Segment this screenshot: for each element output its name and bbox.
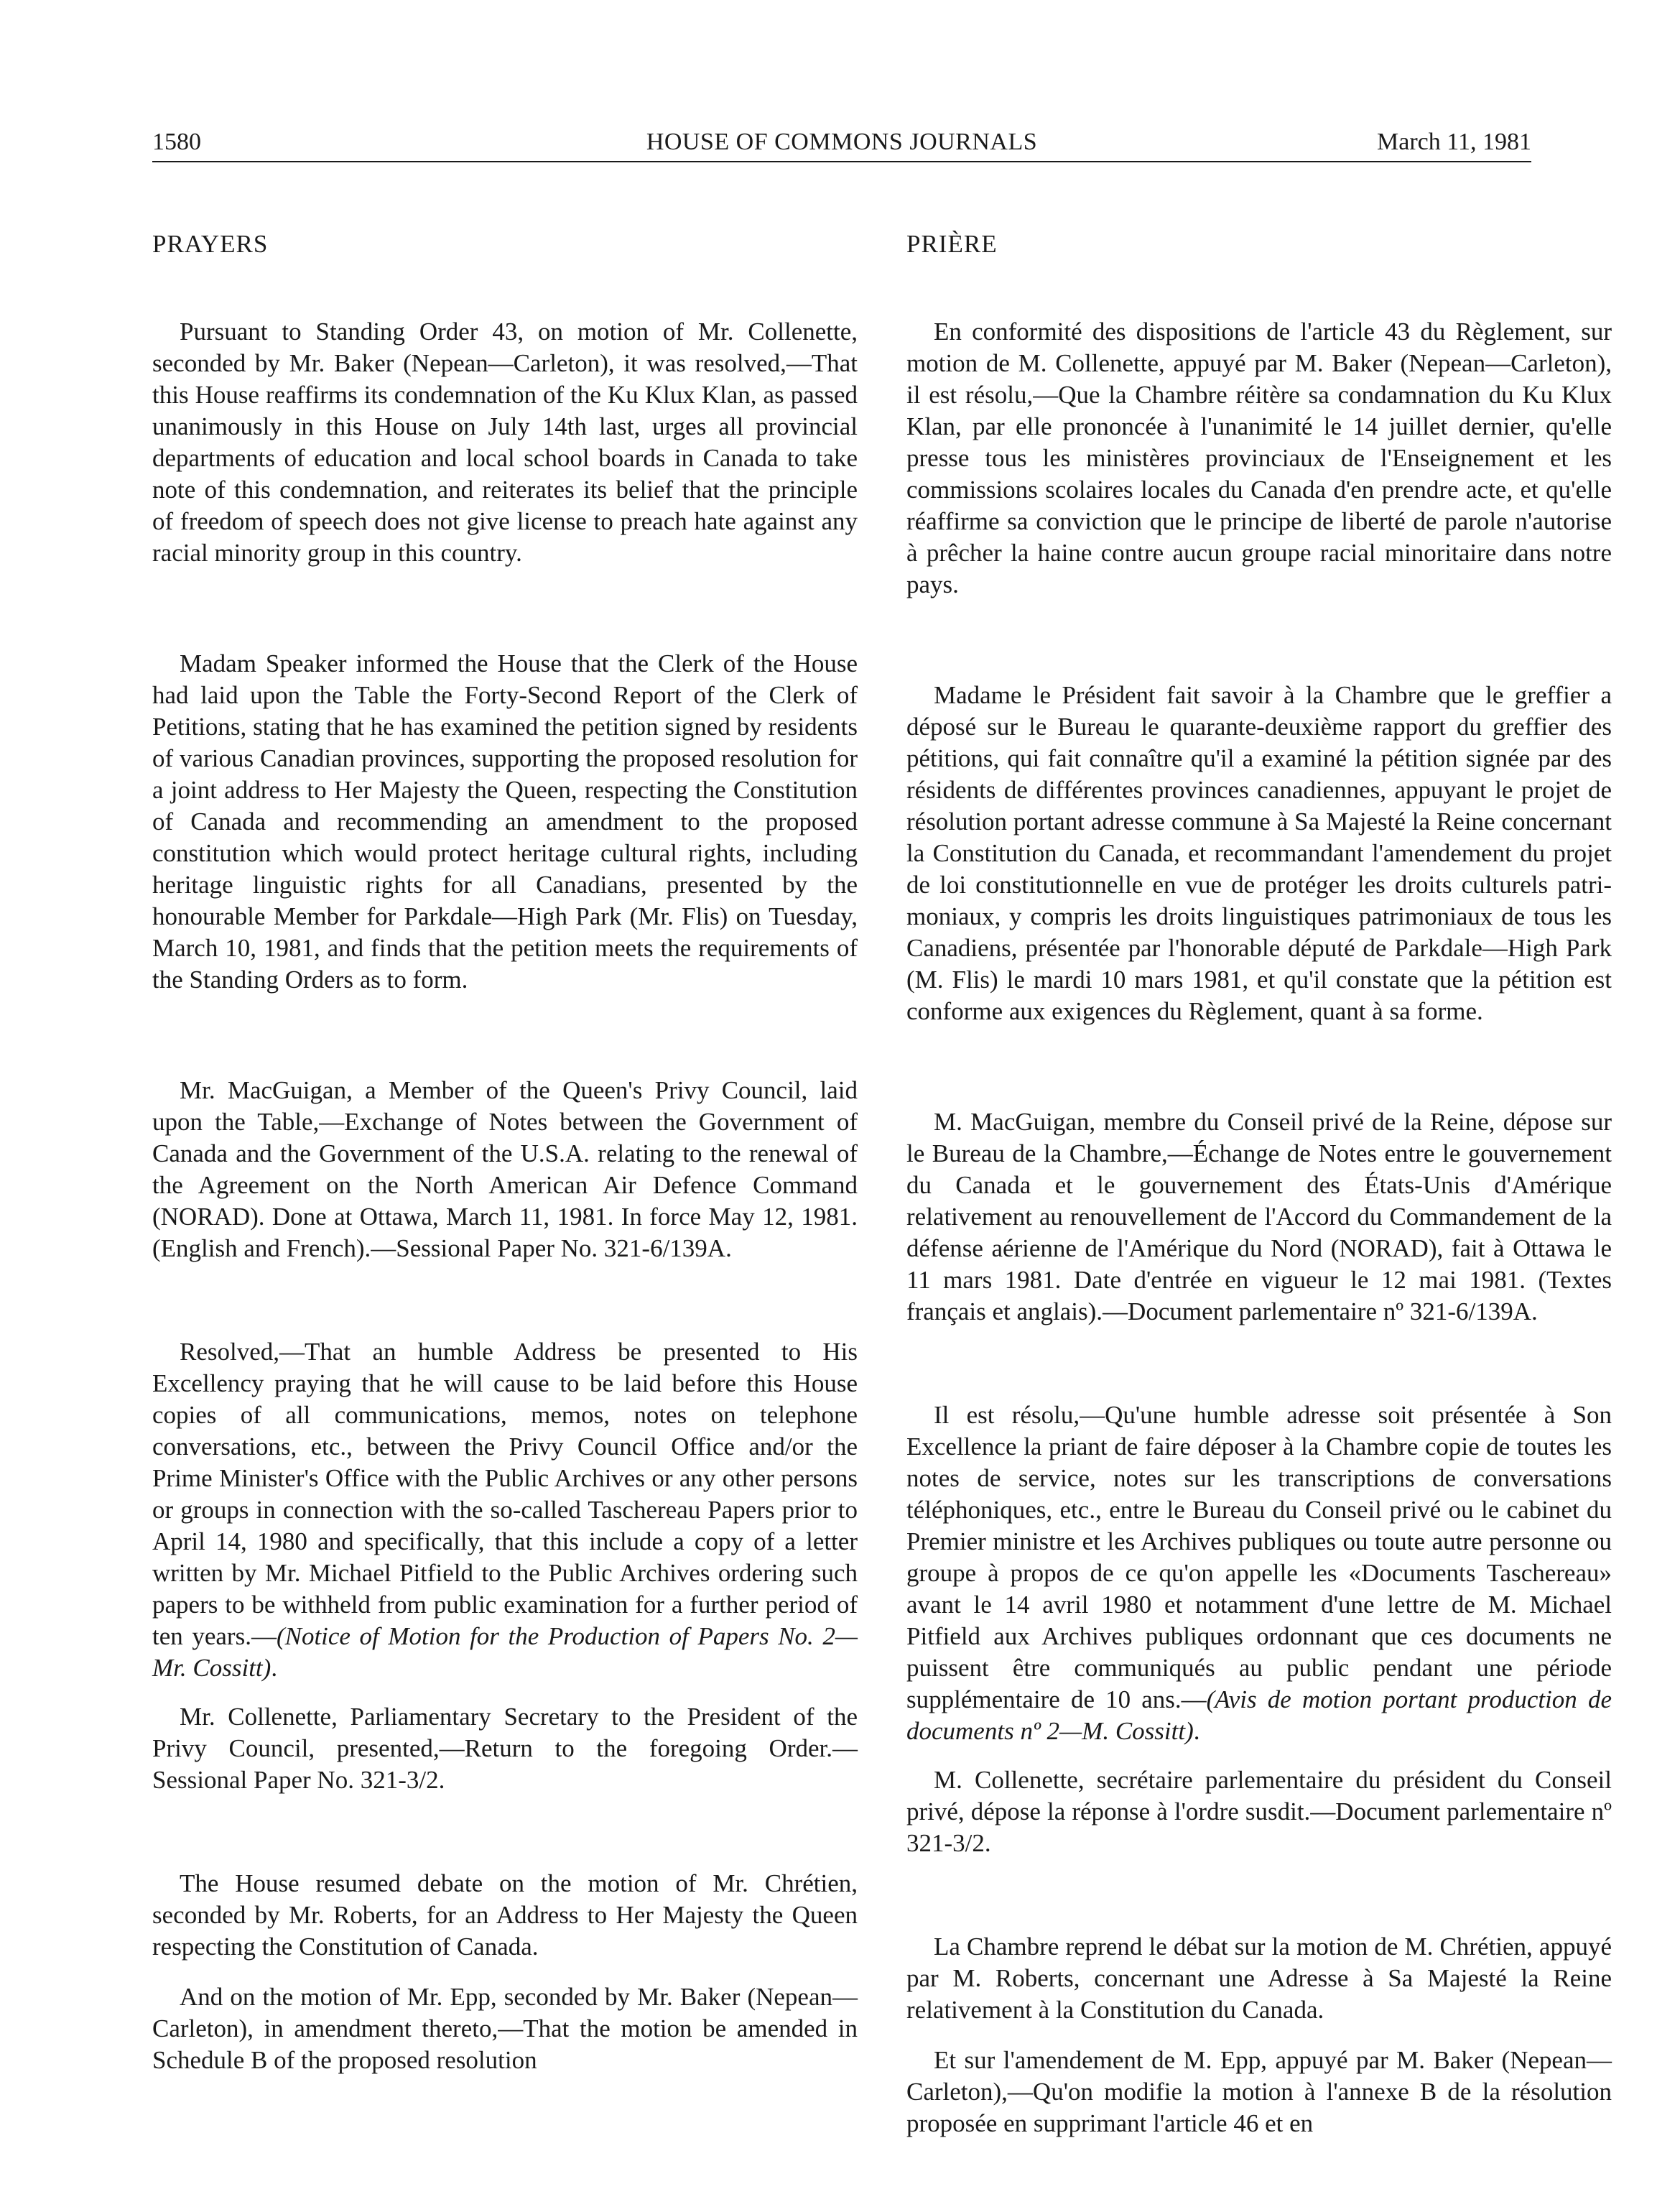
- english-para-debate: The House resumed debate on the motion of Mr. Chrétien, seconded by Mr. Roberts, for an Address to Her Majesty the Queen respecting the Constitution of Canada.: [152, 1869, 858, 1961]
- french-column: [906, 224, 1612, 2139]
- english-para-return: Mr. Collenette, Parliamentary Secretary to the President of the Privy Council, presented,—Return to the foregoing Order.—Sessional Paper No. 321-3/2.: [152, 1703, 858, 1794]
- running-head: [152, 124, 1531, 161]
- journal-date: March 11, 1981: [1377, 129, 1531, 155]
- english-resolved-end: .: [271, 1654, 278, 1682]
- french-para-petition-report: Madame le Président fait savoir à la Chambre que le greffier a déposé sur le Bureau le quarante-deuxième rapport du greffier des pétitions, qui fait connaître qu'il a examiné la pétition signée par des résidents de différentes provinces canadiennes, appuyant le projet de résolution portant adresse commune à Sa Majesté la Reine concernant la Constitution du Canada, et recommandant l'amendement du projet de loi constitutionnelle en vue de protéger les droits culturels patrimoniaux, y compris les droits linguistiques patrimoniaux de tous les Canadiens, présentée par l'honorable député de Parkdale—High Park (M. Flis) le mardi 10 mars 1981, et qu'il constate que la pétition est conforme aux exigences du Règlement, quant à sa forme.: [906, 681, 1612, 1025]
- french-para-standing-order: En conformité des dispositions de l'article 43 du Règlement, sur motion de M. Collenette, appuyé par M. Baker (Nepean—Carleton), il est résolu,—Que la Chambre réitère sa condamnation du Ku Klux Klan, par elle prononcée à l'unanimité le 14 juillet dernier, qu'elle presse tous les ministères provinciaux de l'Enseignement et les commissions scolaires locales du Canada d'en prendre acte, et qu'elle réaffirme sa conviction que le principe de liberté de parole n'autorise à prêcher la haine contre aucun groupe racial minoritaire dans notre pays.: [906, 318, 1612, 598]
- french-heading: PRIÈRE: [906, 230, 998, 258]
- english-para-norad-notes: Mr. MacGuigan, a Member of the Queen's Privy Council, laid upon the Table,—Exchange of Notes between the Government of Canada and the Government of the U.S.A. relating to the renewal of the Agreement on the North American Air Defence Command (NORAD). Done at Ottawa, March 11, 1981. In force May 12, 1981. (English and French).—Sessional Paper No. 321-6/139A.: [152, 1076, 858, 1262]
- header-rule: [152, 161, 1531, 162]
- english-column: [152, 224, 858, 2076]
- french-para-norad-notes: M. MacGuigan, membre du Conseil privé de la Reine, dépose sur le Bureau de la Chambre,—Échange de Notes entre le gouvernement du Canada et le gouvernement des États-Unis d'Amérique relativement au renouvellement de l'Accord du Commandement de la défense aérienne de l'Amérique du Nord (NORAD), fait à Ottawa le 11 mars 1981. Date d'entrée en vigueur le 12 mai 1981. (Textes français et anglais).—Document parlementaire nº 321-6/139A.: [906, 1108, 1612, 1325]
- english-para-amendment: And on the motion of Mr. Epp, seconded by Mr. Baker (Nepean—Carleton), in amendment thereto,—That the motion be amended in Schedule B of the proposed resolution: [152, 1983, 858, 2074]
- english-para-resolved-address: [152, 1336, 858, 1684]
- french-resolved-end: .: [1193, 1717, 1200, 1745]
- french-para-amendment: Et sur l'amendement de M. Epp, appuyé par M. Baker (Nepean—Carleton),—Qu'on modifie la motion à l'annexe B de la résolution proposée en supprimant l'article 46 et en: [906, 2046, 1612, 2137]
- french-para-resolved-address: [906, 1399, 1612, 1747]
- english-resolved-notice: (Notice of Motion for the Production of Papers No. 2—Mr. Cossitt): [152, 1622, 858, 1682]
- french-resolved-notice: (Avis de motion portant production de documents nº 2—M. Cossitt): [906, 1685, 1612, 1745]
- french-resolved-text: Il est résolu,—Qu'une humble adresse soit présentée à Son Excellence la priant de faire déposer à la Chambre copie de toutes les notes de service, notes sur les transcriptions de conversations téléphoniques, etc., entre le Bureau du Conseil privé ou le cabinet du Premier ministre et les Archives publiques ou toute autre personne ou groupe à propos de ce qu'on appelle les «Documents Taschereau» avant le 14 avril 1980 et notamment d'une lettre de M. Michael Pitfield aux Archives publiques ordonnant que ces documents ne puissent être communiqués au public pendant une période supplémentaire de 10 ans.—: [906, 1401, 1612, 1713]
- english-para-standing-order: Pursuant to Standing Order 43, on motion of Mr. Collenette, seconded by Mr. Baker (Nepean—Carleton), it was resolved,—That this House reaffirms its condemnation of the Ku Klux Klan, as passed unanimously in this House on July 14th last, urges all provincial departments of education and local school boards in Canada to take note of this condemnation, and reiterates its belief that the principle of freedom of speech does not give license to preach hate against any racial minority group in this country.: [152, 318, 858, 567]
- french-para-return: M. Collenette, secrétaire parlementaire du président du Conseil privé, dépose la réponse à l'ordre susdit.—Document parlementaire nº 321-3/2.: [906, 1766, 1612, 1857]
- english-heading: PRAYERS: [152, 230, 269, 258]
- journal-title: HOUSE OF COMMONS JOURNALS: [646, 129, 1038, 155]
- english-resolved-text: Resolved,—That an humble Address be presented to His Excellency praying that he will cause to be laid before this House copies of all communications, memos, notes on telephone conversations, etc., between the Privy Council Office and/or the Prime Minister's Office with the Public Archives or any other persons or groups in connection with the so-called Taschereau Papers prior to April 14, 1980 and specifically, that this include a copy of a letter written by Mr. Michael Pitfield to the Public Archives ordering such papers to be withheld from public examination for a further period of ten years.—: [152, 1338, 858, 1650]
- french-para-debate: La Chambre reprend le débat sur la motion de M. Chrétien, appuyé par M. Roberts, concernant une Adresse à Sa Majesté la Reine relativement à la Constitution du Canada.: [906, 1933, 1612, 2024]
- english-para-petition-report: Madam Speaker informed the House that the Clerk of the House had laid upon the Table the Forty-Second Report of the Clerk of Petitions, stating that he has examined the petition signed by residents of various Canadian provinces, supporting the proposed resolution for a joint address to Her Majesty the Queen, respecting the Constitution of Canada and recommending an amendment to the proposed constitution which would protect heritage cultural rights, including heritage linguistic rights for all Canadians, presented by the honourable Member for Parkdale—High Park (Mr. Flis) on Tuesday, March 10, 1981, and finds that the petition meets the requirements of the Standing Orders as to form.: [152, 649, 858, 994]
- page-number: 1580: [152, 129, 201, 155]
